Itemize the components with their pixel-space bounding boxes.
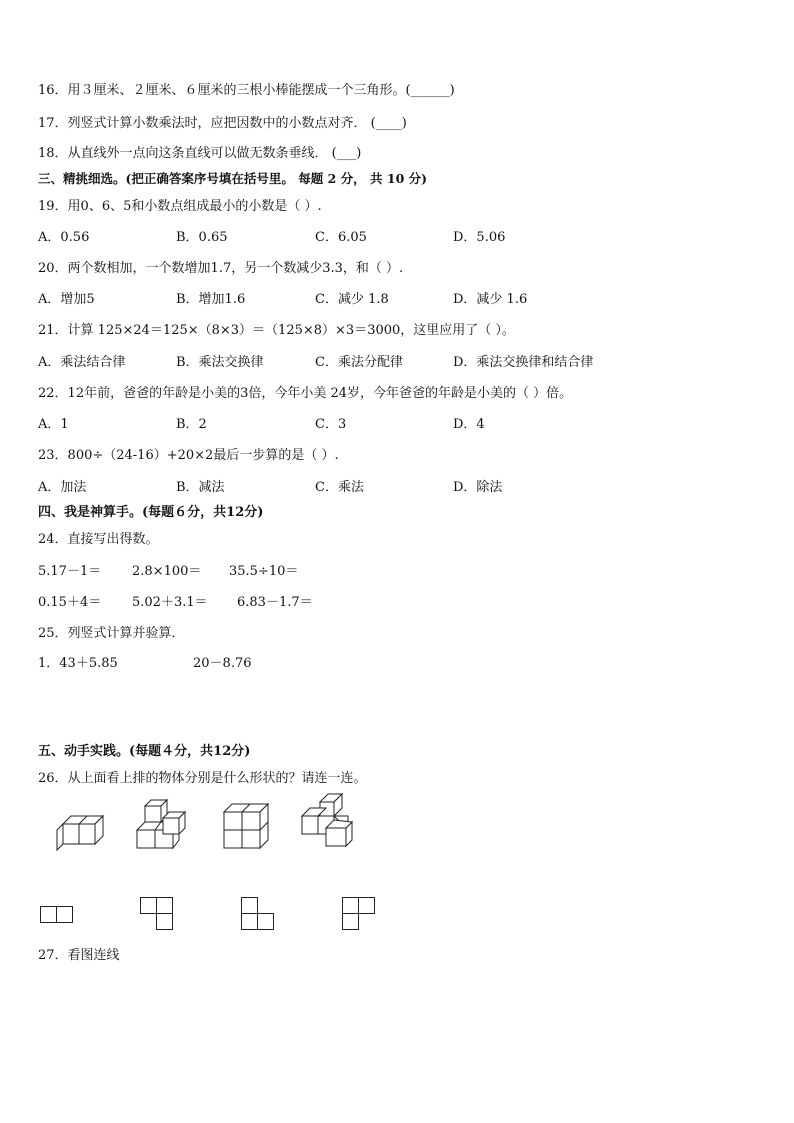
cube-figure-2: [135, 800, 190, 850]
section-5-heading: 五、动手实践。(每题４分，共12分): [38, 744, 251, 759]
question-16: 16．用３厘米、２厘米、６厘米的三根小棒能摆成一个三角形。(______): [38, 83, 455, 98]
q23-option-b[interactable]: B．减法: [176, 480, 225, 495]
q19-option-d[interactable]: D．5.06: [453, 230, 506, 245]
question-20: 20．两个数相加，一个数增加1.7，另一个数减少3.3，和（ ）.: [38, 261, 404, 276]
question-26: 26．从上面看上排的物体分别是什么形状的？请连一连。: [38, 771, 367, 786]
q21-option-d[interactable]: D．乘法交换律和结合律: [453, 355, 594, 370]
question-22: 22．12年前，爸爸的年龄是小美的3倍，今年小美 24岁，今年爸爸的年龄是小美的（ ）倍。: [38, 386, 573, 401]
cube-figure-4: [298, 794, 358, 850]
q24-item-2: 2.8×100＝: [132, 564, 202, 579]
q22-option-b[interactable]: B．2: [176, 417, 207, 432]
q20-option-d[interactable]: D．减少 1.6: [453, 292, 528, 307]
q25-item-2: 20－8.76: [193, 656, 252, 671]
top-view-shape-2: [140, 897, 176, 933]
q24-item-3: 35.5÷10＝: [229, 564, 299, 579]
question-19: 19．用0、6、5和小数点组成最小的小数是（ ）.: [38, 199, 322, 214]
q24-item-6: 6.83－1.7＝: [237, 595, 313, 610]
q24-item-4: 0.15＋4＝: [38, 595, 102, 610]
q19-option-b[interactable]: B．0.65: [176, 230, 228, 245]
cube-figure-3: [220, 800, 275, 850]
q24-item-1: 5.17－1＝: [38, 564, 102, 579]
question-17: 17．列竖式计算小数乘法时，应把因数中的小数点对齐． (____): [38, 116, 407, 131]
top-view-shape-4: [342, 897, 378, 933]
q22-option-a[interactable]: A．1: [38, 417, 69, 432]
section-4-heading: 四、我是神算手。(每题６分，共12分): [38, 505, 264, 520]
question-24: 24．直接写出得数。: [38, 532, 159, 547]
q20-option-c[interactable]: C．减少 1.8: [315, 292, 389, 307]
top-view-shape-3: [241, 897, 277, 933]
question-25: 25．列竖式计算并验算．: [38, 626, 185, 641]
q23-option-a[interactable]: A．加法: [38, 480, 87, 495]
q23-option-c[interactable]: C．乘法: [315, 480, 364, 495]
q19-option-c[interactable]: C．6.05: [315, 230, 367, 245]
question-18: 18．从直线外一点向这条直线可以做无数条垂线． (___): [38, 146, 362, 161]
q23-option-d[interactable]: D．除法: [453, 480, 503, 495]
q24-item-5: 5.02＋3.1＝: [132, 595, 208, 610]
q22-option-c[interactable]: C．3: [315, 417, 347, 432]
q20-option-b[interactable]: B．增加1.6: [176, 292, 246, 307]
question-23: 23．800÷（24-16）+20×2最后一步算的是（ ）.: [38, 448, 339, 463]
question-27: 27．看图连线: [38, 948, 120, 963]
q25-item-1: 1．43＋5.85: [38, 656, 118, 671]
q21-option-c[interactable]: C．乘法分配律: [315, 355, 403, 370]
cube-figure-1: [55, 812, 105, 852]
q21-option-b[interactable]: B．乘法交换律: [176, 355, 264, 370]
section-3-heading: 三、精挑细选。(把正确答案序号填在括号里。 每题 2 分， 共 10 分): [38, 171, 428, 186]
top-view-shape-1: [40, 906, 76, 926]
q22-option-d[interactable]: D．4: [453, 417, 485, 432]
question-21: 21．计算 125×24＝125×（8×3）＝（125×8）×3＝3000，这里应用了（ ）。: [38, 323, 515, 338]
q21-option-a[interactable]: A．乘法结合律: [38, 355, 126, 370]
q20-option-a[interactable]: A．增加5: [38, 292, 95, 307]
q19-option-a[interactable]: A．0.56: [38, 230, 90, 245]
